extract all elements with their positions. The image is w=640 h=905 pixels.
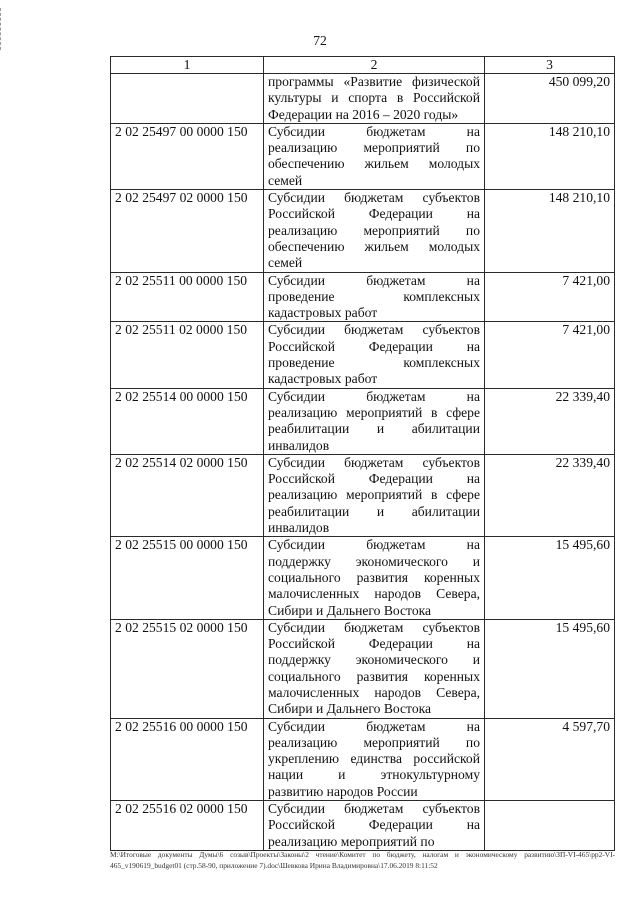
amount-cell: 15 495,60 [485,537,615,619]
table-header-row [111,57,615,74]
description-line: реализацию мероприятий в сфере [268,487,480,503]
income-description-cell [264,123,485,189]
amount-cell: 15 495,60 [485,619,615,718]
income-description-cell [264,801,485,851]
description-line: Сибири и Дальнего Востока [268,602,432,618]
description-line: реализацию мероприятий по [268,140,480,156]
description-line: укреплению единства российской [268,751,480,767]
description-line: Федерации на 2016 – 2020 годы» [268,106,459,122]
description-line: обеспечению жильем молодых [268,238,480,254]
description-line: кадастровых работ [268,305,378,321]
description-line: Субсидии бюджетам на [268,272,480,288]
budget-code-cell: 2 02 25516 02 0000 150 [111,801,264,851]
description-line: реализацию мероприятий по [268,833,435,849]
description-line: нации и этнокультурному [268,767,480,783]
description-line: обеспечению жильем молодых [268,156,480,172]
description-line: семей [268,255,303,271]
document-file-path-footer: M:\Итоговые документы Думы\6 созыв\Проекты\Законы\2 чтение\Комитет по бюджету, налогам и экономическому развитию\ЗП-VI-465\рр2-VI-465_v190619_budget01 (стр.58-90, приложение 7).doc\Шевкова Ирина Владимировна\17.06.2019 8:11:52 [110,850,615,870]
description-line: Российской Федерации на [268,817,480,833]
column-header-3: 3 [485,57,615,74]
income-description-cell [264,74,485,124]
budget-code-cell: 2 02 25511 02 0000 150 [111,322,264,388]
table-row [111,619,615,718]
column-header-1: 1 [111,57,264,74]
description-line: Субсидии бюджетам на [268,718,480,734]
amount-cell: 7 421,00 [485,272,615,322]
description-line: реабилитации и абилитации [268,503,480,519]
description-line: Субсидии бюджетам на [268,388,480,404]
description-line: Сибири и Дальнего Востока [268,701,432,717]
budget-code-cell: 2 02 25514 00 0000 150 [111,388,264,454]
table-row [111,74,615,124]
table-row [111,801,615,851]
description-line: реализацию мероприятий по [268,734,480,750]
amount-cell: 4 597,70 [485,718,615,800]
table-row [111,272,615,322]
description-line: социального развития коренных [268,668,480,684]
budget-code-cell: 2 02 25497 02 0000 150 [111,190,264,272]
description-line: проведение комплексных [268,355,480,371]
description-line: Российской Федерации на [268,206,480,222]
budget-code-cell: 2 02 25511 00 0000 150 [111,272,264,322]
description-line: реабилитации и абилитации [268,421,480,437]
description-line: кадастровых работ [268,371,378,387]
description-line: реализацию мероприятий по [268,222,480,238]
description-line: Российской Федерации на [268,636,480,652]
description-line: программы «Развитие физической [268,74,480,89]
amount-cell: 7 421,00 [485,322,615,388]
amount-cell: 450 099,20 [485,74,615,124]
description-line: поддержку экономического и [268,652,480,668]
description-line: Субсидии бюджетам субъектов [268,190,480,206]
table-row [111,388,615,454]
budget-code-cell [111,74,264,124]
description-line: поддержку экономического и [268,553,480,569]
amount-cell: 22 339,40 [485,454,615,536]
description-line: семей [268,172,303,188]
table-row [111,190,615,272]
description-line: реализацию мероприятий в сфере [268,404,480,420]
budget-code-cell: 2 02 25514 02 0000 150 [111,454,264,536]
income-description-cell [264,322,485,388]
page-number: 72 [313,33,327,48]
table-row [111,322,615,388]
description-line: социального развития коренных [268,569,480,585]
income-description-cell [264,190,485,272]
budget-code-cell: 2 02 25516 00 0000 150 [111,718,264,800]
description-line: Субсидии бюджетам на [268,123,480,139]
income-description-cell [264,272,485,322]
budget-code-cell: 2 02 25515 02 0000 150 [111,619,264,718]
amount-cell: 148 210,10 [485,190,615,272]
budget-revenue-table [110,56,615,851]
description-line: Российской Федерации на [268,338,480,354]
description-line: малочисленных народов Севера, [268,684,480,700]
table-row [111,454,615,536]
table-body [111,74,615,851]
description-line: проведение комплексных [268,288,480,304]
description-line: культуры и спорта в Российской [268,90,480,106]
income-description-cell [264,388,485,454]
table-row [111,537,615,619]
table-row [111,123,615,189]
description-line: Субсидии бюджетам субъектов [268,454,480,470]
amount-cell: 22 339,40 [485,388,615,454]
budget-code-cell: 2 02 25515 00 0000 150 [111,537,264,619]
income-description-cell [264,718,485,800]
income-description-cell [264,454,485,536]
description-line: развитию народов России [268,783,418,799]
description-line: Субсидии бюджетам субъектов [268,801,480,817]
budget-code-cell: 2 02 25497 00 0000 150 [111,123,264,189]
description-line: инвалидов [268,437,330,453]
column-header-2: 2 [264,57,485,74]
table-row [111,718,615,800]
description-line: Российской Федерации на [268,471,480,487]
description-line: Субсидии бюджетам на [268,537,480,553]
description-line: Субсидии бюджетам субъектов [268,619,480,635]
income-description-cell [264,619,485,718]
description-line: Субсидии бюджетам субъектов [268,322,480,338]
amount-cell [485,801,615,851]
description-line: малочисленных народов Севера, [268,586,480,602]
income-description-cell [264,537,485,619]
amount-cell: 148 210,10 [485,123,615,189]
description-line: инвалидов [268,520,330,536]
